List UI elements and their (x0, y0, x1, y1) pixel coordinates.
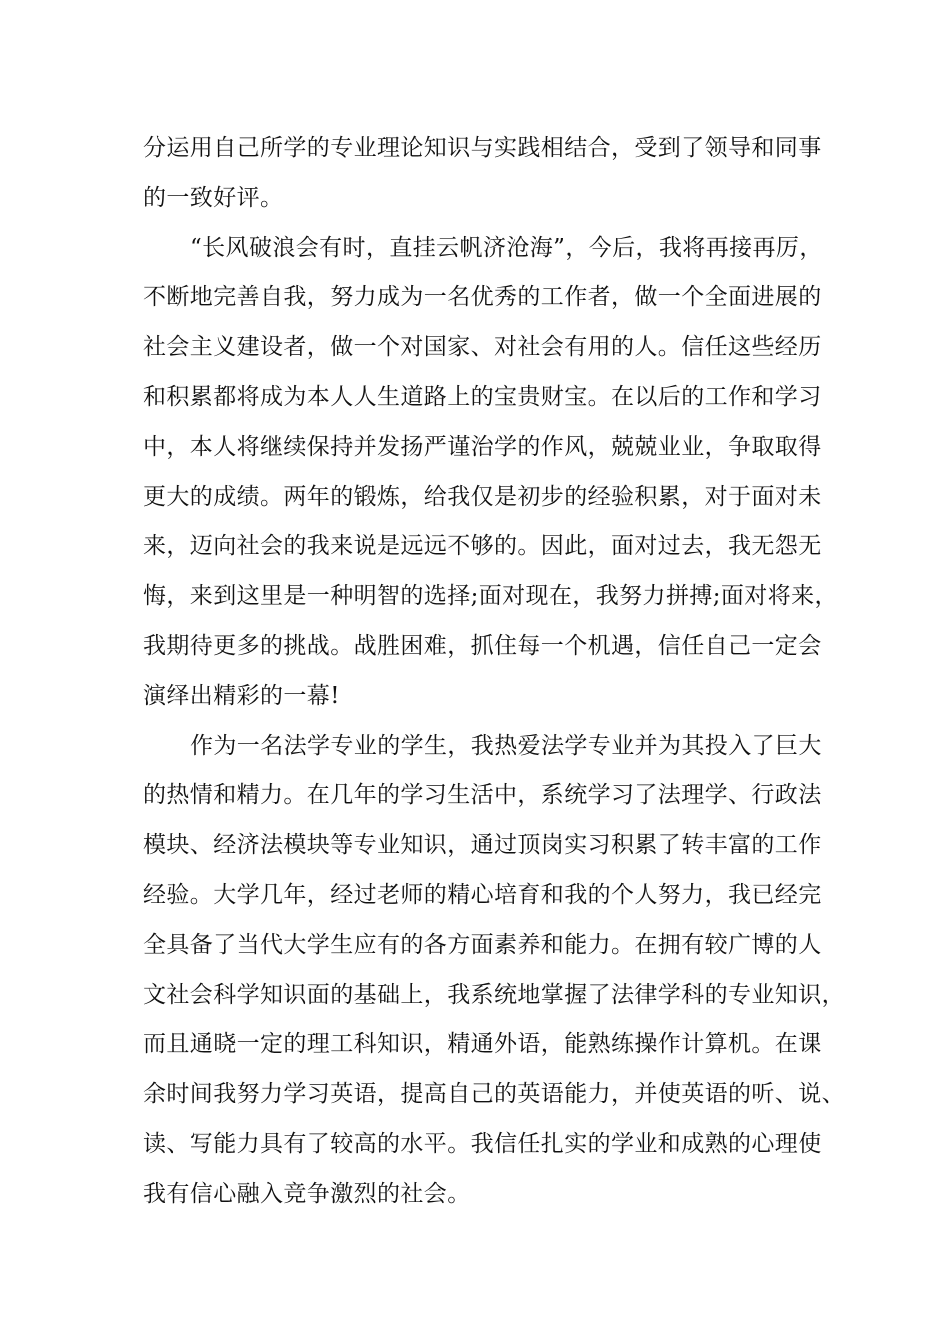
text-line: 全具备了当代大学生应有的各方面素养和能力。在拥有较广博的人 (143, 931, 822, 958)
text-line: 余时间我努力学习英语，提高自己的英语能力，并使英语的听、说、 (143, 1081, 845, 1108)
text-line: 和积累都将成为本人人生道路上的宝贵财宝。在以后的工作和学习 (143, 383, 822, 410)
text-line: 不断地完善自我，努力成为一名优秀的工作者，做一个全面进展的 (143, 284, 822, 311)
text-line: “长风破浪会有时，直挂云帆济沧海”，今后，我将再接再厉， (190, 234, 823, 261)
text-line: 我期待更多的挑战。战胜困难，抓住每一个机遇，信任自己一定会 (143, 632, 822, 659)
text-line: 我有信心融入竞争激烈的社会。 (143, 1180, 471, 1207)
text-line: 社会主义建设者，做一个对国家、对社会有用的人。信任这些经历 (143, 334, 822, 361)
text-line: 更大的成绩。两年的锻炼，给我仅是初步的经验积累，对于面对未 (143, 483, 822, 510)
paragraph (143, 224, 843, 722)
text-line: 中，本人将继续保持并发扬严谨治学的作风，兢兢业业，争取取得 (143, 433, 822, 460)
text-line: 悔，来到这里是一种明智的选择;面对现在，我努力拼搏;面对将来， (143, 583, 838, 610)
text-line: 经验。大学几年，经过老师的精心培育和我的个人努力，我已经完 (143, 881, 822, 908)
text-line: 而且通晓一定的理工科知识，精通外语，能熟练操作计算机。在课 (143, 1031, 822, 1058)
text-line: 分运用自己所学的专业理论知识与实践相结合，受到了领导和同事 (143, 135, 822, 161)
text-line: 的一致好评。 (143, 184, 284, 211)
document-body (143, 124, 843, 1220)
paragraph (143, 722, 843, 1220)
text-line: 模块、经济法模块等专业知识，通过顶岗实习积累了转丰富的工作 (143, 832, 822, 859)
text-line: 来，迈向社会的我来说是远远不够的。因此，面对过去，我无怨无 (143, 533, 822, 560)
text-line: 作为一名法学专业的学生，我热爱法学专业并为其投入了巨大 (190, 732, 822, 759)
text-line: 文社会科学知识面的基础上，我系统地掌握了法律学科的专业知识， (143, 981, 845, 1008)
text-line: 的热情和精力。在几年的学习生活中，系统学习了法理学、行政法 (143, 782, 822, 809)
text-line: 读、写能力具有了较高的水平。我信任扎实的学业和成熟的心理使 (143, 1130, 822, 1157)
paragraph (143, 124, 843, 224)
text-line: 演绎出精彩的一幕! (143, 682, 340, 709)
